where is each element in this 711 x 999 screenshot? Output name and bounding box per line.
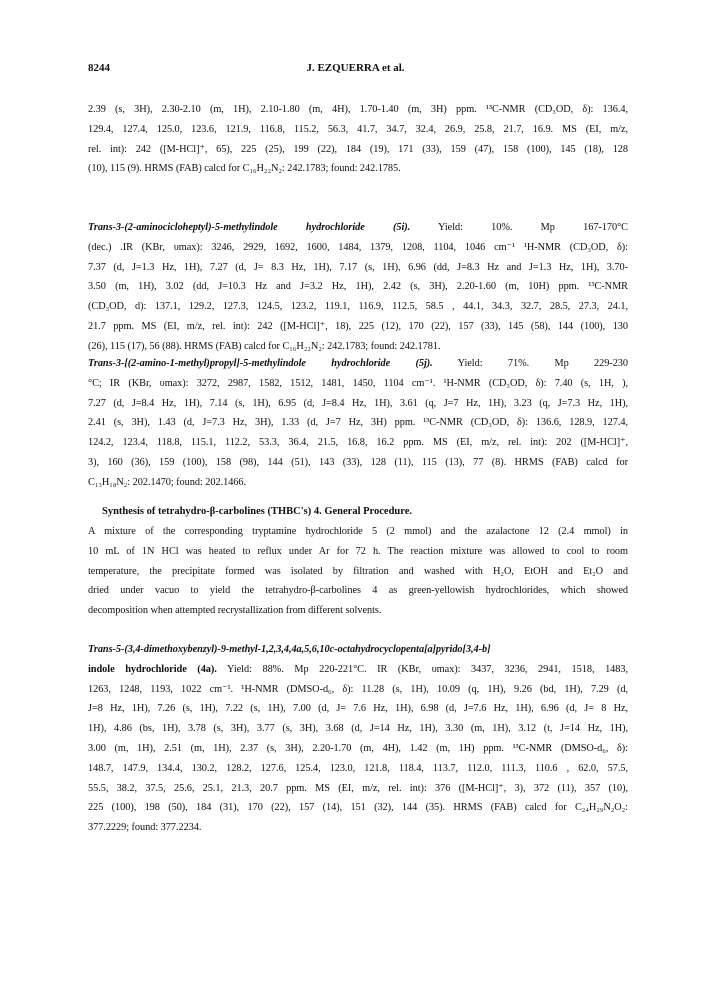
- general-procedure: [88, 522, 628, 621]
- text-line: 2.39 (s, 3H), 2.30-2.10 (m, 1H), 2.10-1.80 (m, 4H), 1.70-1.40 (m, 3H) ppm. ¹³C-NMR (CD₃OD, δ): 136.4,: [88, 104, 628, 115]
- text-line: 7.27 (d, J=8.4 Hz, 1H), 7.14 (s, 1H), 6.95 (d, J=8.4 Hz, 1H), 3.61 (q, J=7 Hz, 1H), 3.23 (q, J=7.3 Hz, 1H),: [88, 397, 628, 409]
- compound-5i-entry: [88, 218, 628, 357]
- text-line: 3.00 (m, 1H), 2.51 (m, 1H), 2.37 (s, 3H), 2.20-1.70 (m, 4H), 1.42 (m, 1H) ppm. ¹³C-NMR (DMSO-d₆, δ):: [88, 742, 628, 754]
- text-line: temperature, the precipitate formed was isolated by filtration and washed with H₂O, EtOH and Et₂O and: [88, 565, 628, 577]
- text-line: 3.50 (m, 1H), 3.02 (dd, J=10.3 Hz and J=3.2 Hz, 1H), 2.42 (s, 3H), 2.20-1.60 (m, 10H) ppm. ¹³C-NMR: [88, 281, 628, 293]
- text-line: [88, 218, 628, 238]
- text-line: 21.7 ppm. MS (EI, m/z, rel. int): 242 ([M-HCl]⁺, 18), 225 (12), 170 (22), 157 (33), 145 (58), 144 (100), 130: [88, 320, 628, 332]
- text-line: A mixture of the corresponding tryptamine hydrochloride 5 (2 mmol) and the azalactone 12 (2.4 mmol) in: [88, 526, 628, 537]
- compound-title: Trans-3-[(2-amino-1-methyl)propyl]-5-methylindole hydrochloride (5j).: [88, 358, 433, 369]
- compound-title: Trans-3-(2-aminocicloheptyl)-5-methylindole hydrochloride (5i).: [88, 222, 411, 233]
- text-line: 3), 160 (36), 159 (100), 158 (98), 144 (51), 143 (33), 128 (11), 115 (13), 77 (8). HRMS (FAB) calcd for: [88, 456, 628, 468]
- section-heading: Synthesis of tetrahydro-β-carbolines (THBC's) 4. General Procedure.: [102, 506, 413, 517]
- page-number: 8244: [88, 62, 110, 74]
- compound-4a-entry: [88, 640, 628, 838]
- text-line: 124.2, 123.4, 118.8, 115.1, 112.2, 53.3, 36.4, 21.5, 16.8, 16.2 ppm. MS (EI, m/z, rel. int): 202 ([M-HCl]⁺,: [88, 437, 628, 449]
- text-line: C₁₃H₁₈N₂: 202.1470; found: 202.1466.: [88, 476, 247, 488]
- text-line: [88, 354, 628, 374]
- text-line: (26), 115 (17), 56 (88). HRMS (FAB) calcd for C₁₆H₂₂N₂: 242.1783; found: 242.1781.: [88, 340, 441, 352]
- text-line: dried under vacuo to yield the tetrahydro-β-carbolines 4 as green-yellowish hydrochlorides, which showed: [88, 585, 628, 597]
- text-line: 377.2229; found: 377.2234.: [88, 822, 202, 834]
- running-title: J. EZQUERRA et al.: [306, 62, 405, 74]
- compound-yield: Yield: 71%. Mp 229-230: [432, 358, 628, 369]
- text-line: 55.5, 38.2, 37.5, 25.6, 25.1, 21.3, 20.7 ppm. MS (EI, m/z, rel. int): 376 ([M-HCl]⁺, 3), 372 (11), 357 (10),: [88, 782, 628, 794]
- text-line: 7.37 (d, J=1.3 Hz, 1H), 7.27 (d, J= 8.3 Hz, 1H), 7.17 (s, 1H), 6.96 (dd, J=8.3 Hz and J=1.3 Hz, 1H), 3.70-: [88, 261, 628, 273]
- text-line: (CD₃OD, d): 137.1, 129.2, 127.3, 124.5, 123.2, 119.1, 116.9, 112.5, 58.5 , 44.1, 34.3, 32.7, 28.5, 27.3, 24.1,: [88, 301, 628, 313]
- compound-5j-entry: [88, 354, 628, 493]
- text-line: 2.41 (s, 3H), 1.43 (d, J=7.3 Hz, 3H), 1.33 (d, J=7 Hz, 3H) ppm. ¹³C-NMR (CD₃OD, δ): 136.6, 128.9, 127.4,: [88, 417, 628, 429]
- text-line: rel. int): 242 ([M-HCl]⁺, 65), 225 (25), 199 (22), 184 (19), 171 (33), 159 (47), 158 (100), 145 (18), 128: [88, 143, 628, 155]
- text-line: decomposition when attempted recrystallization from different solvents.: [88, 605, 382, 617]
- text-line: J=8 Hz, 1H), 7.26 (s, 1H), 7.22 (s, 1H), 7.00 (d, J= 7.6 Hz, 1H), 6.98 (d, J=7.6 Hz, 1H), 6.96 (d, J= 8 Hz,: [88, 703, 628, 715]
- text-line: (dec.) .IR (KBr, υmax): 3246, 2929, 1692, 1600, 1484, 1379, 1208, 1104, 1046 cm⁻¹ ¹H-NMR (CD₃OD, δ):: [88, 241, 628, 253]
- text-line: [88, 640, 628, 660]
- text-line: [88, 660, 628, 680]
- compound-title: Trans-5-(3,4-dimethoxybenzyl)-9-methyl-1,2,3,4,4a,5,6,10c-octahydrocyclopenta[a]pyrido[3,4-b]: [88, 644, 491, 655]
- text-line: 148.7, 147.9, 134.4, 130.2, 128.2, 127.6, 125.4, 123.0, 121.8, 118.4, 113.7, 112.0, 111.3, 110.6 , 62.0, 57.5,: [88, 762, 628, 774]
- text-line: 10 mL of 1N HCl was heated to reflux under Ar for 72 h. The reaction mixture was allowed to cool to room: [88, 545, 628, 557]
- text-line: °C; IR (KBr, υmax): 3272, 2987, 1582, 1512, 1481, 1450, 1104 cm⁻¹. ¹H-NMR (CD₃OD, δ): 7.40 (s, 1H, ),: [88, 377, 628, 389]
- text-line: 129.4, 127.4, 125.0, 123.6, 121.9, 116.8, 115.2, 56.3, 41.7, 34.7, 32.4, 26.9, 25.8, 21.7, 16.9. MS (EI, m/z,: [88, 123, 628, 135]
- compound-data-continued: [88, 100, 628, 179]
- text-line: 1H), 4.86 (bs, 1H), 3.78 (s, 3H), 3.77 (s, 3H), 3.68 (d, J=14 Hz, 1H), 3.30 (m, 1H), 3.12 (t, J=14 Hz, 1H),: [88, 723, 628, 735]
- compound-yield: Yield: 88%. Mp 220-221°C. IR (KBr, υmax): 3437, 3236, 2941, 1518, 1483,: [216, 663, 628, 675]
- compound-yield: Yield: 10%. Mp 167-170°C: [410, 222, 628, 233]
- compound-title-end: indole hydrochloride (4a).: [88, 663, 217, 675]
- text-line: (10), 115 (9). HRMS (FAB) calcd for C₁₆H₂₂N₂: 242.1783; found: 242.1785.: [88, 163, 401, 175]
- text-line: 1263, 1248, 1193, 1022 cm⁻¹. ¹H-NMR (DMSO-d₆, δ): 11.28 (s, 1H), 10.09 (q, 1H), 9.26 (bd, 1H), 7.29 (d,: [88, 683, 628, 695]
- text-line: 225 (100), 198 (50), 184 (31), 170 (22), 157 (14), 151 (32), 144 (35). HRMS (FAB) calcd for C₂₄H₂₉N₂O₂:: [88, 802, 628, 814]
